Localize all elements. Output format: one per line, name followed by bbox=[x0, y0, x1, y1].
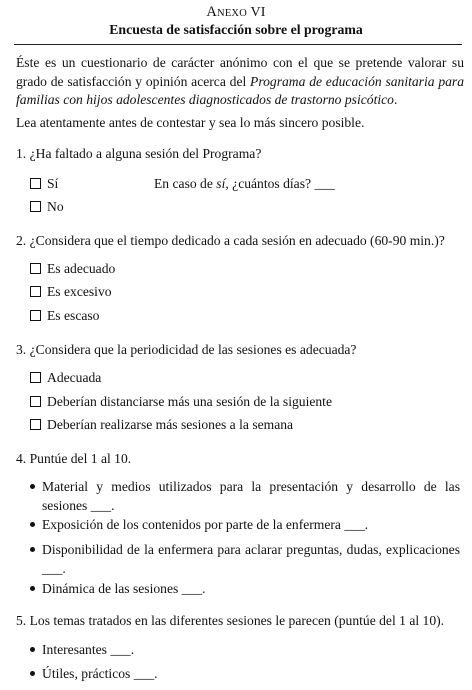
bullet-icon bbox=[30, 522, 35, 527]
question-1: 1. ¿Ha faltado a alguna sesión del Programa? bbox=[16, 146, 262, 161]
intro-paragraph: Éste es un cuestionario de carácter anónimo con el que se pretende valorar su grado de satisfacción y opinión acerca del Programa de educación sanitaria para familias con hijos adolescentes diagnosticados de trastorno psicótico. bbox=[16, 55, 464, 107]
q4-item: Material y medios utilizados para la presentación y desarrollo de las sesiones ___. bbox=[30, 478, 460, 515]
q4-item: Disponibilidad de la enfermera para aclarar preguntas, dudas, explicaciones ___. bbox=[30, 541, 460, 578]
q2-option-excessive[interactable]: Es excesivo bbox=[30, 284, 112, 300]
checkbox[interactable] bbox=[30, 419, 41, 430]
q5-item: Útiles, prácticos ___. bbox=[30, 665, 460, 684]
checkbox[interactable] bbox=[30, 178, 41, 189]
q4-item: Dinámica de las sesiones ___. bbox=[30, 580, 460, 599]
program-name: Programa de educación sanitaria para familias con hijos adolescentes diagnosticados de trastorno psicótico bbox=[16, 73, 464, 107]
question-3: 3. ¿Considera que la periodicidad de las sesiones es adecuada? bbox=[16, 342, 357, 357]
q1-option-no[interactable]: No bbox=[30, 199, 64, 215]
q2-option-scarce[interactable]: Es escaso bbox=[30, 308, 99, 324]
q2-option-adequate[interactable]: Es adecuado bbox=[30, 261, 115, 277]
q3-option-adequate[interactable]: Adecuada bbox=[30, 370, 101, 386]
question-4: 4. Puntúe del 1 al 10. bbox=[16, 451, 132, 466]
checkbox[interactable] bbox=[30, 201, 41, 212]
checkbox[interactable] bbox=[30, 396, 41, 407]
checkbox[interactable] bbox=[30, 263, 41, 274]
bullet-icon bbox=[30, 547, 35, 552]
annex-label: ANEXO VI bbox=[206, 4, 266, 20]
checkbox[interactable] bbox=[30, 372, 41, 383]
q1-followup: En caso de sí, ¿cuántos días? ___ bbox=[154, 176, 335, 191]
bullet-icon bbox=[30, 647, 35, 652]
instruction-text: Lea atentamente antes de contestar y sea lo más sincero posible. bbox=[16, 115, 365, 130]
title-divider bbox=[14, 44, 462, 45]
q3-option-more[interactable]: Deberían realizarse más sesiones a la semana bbox=[30, 417, 293, 433]
bullet-icon bbox=[30, 484, 35, 489]
q3-option-distance[interactable]: Deberían distanciarse más una sesión de la siguiente bbox=[30, 394, 332, 410]
q5-item: Interesantes ___. bbox=[30, 641, 460, 660]
checkbox[interactable] bbox=[30, 310, 41, 321]
bullet-icon bbox=[30, 671, 35, 676]
checkbox[interactable] bbox=[30, 286, 41, 297]
question-2: 2. ¿Considera que el tiempo dedicado a cada sesión en adecuado (60-90 min.)? bbox=[16, 233, 445, 248]
bullet-icon bbox=[30, 586, 35, 591]
question-5: 5. Los temas tratados en las diferentes sesiones le parecen (puntúe del 1 al 10). bbox=[16, 613, 445, 628]
page-title: Encuesta de satisfacción sobre el programa bbox=[109, 22, 363, 37]
q4-item: Exposición de los contenidos por parte de la enfermera ___. bbox=[30, 516, 460, 535]
q1-option-yes[interactable]: Sí En caso de sí, ¿cuántos días? ___ bbox=[30, 176, 430, 196]
